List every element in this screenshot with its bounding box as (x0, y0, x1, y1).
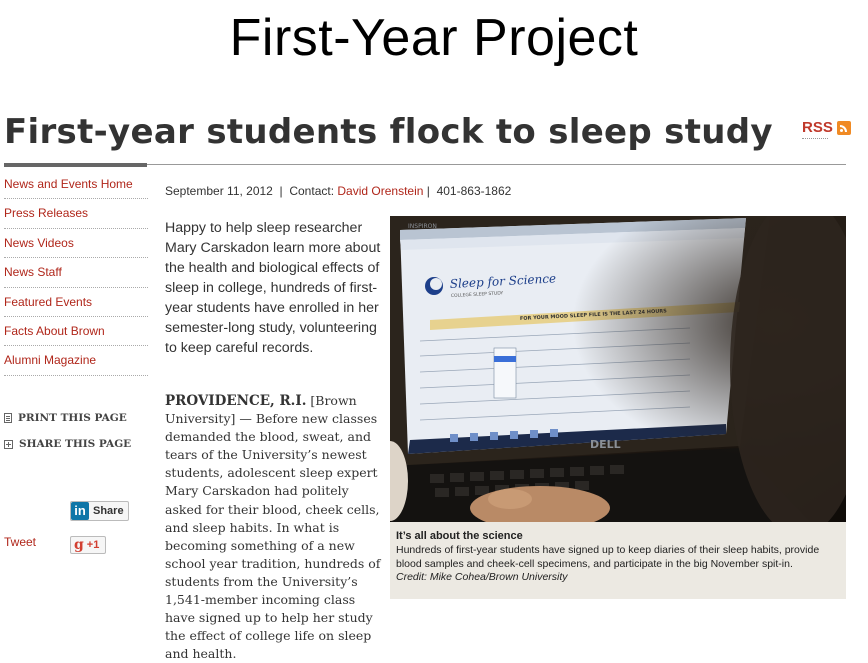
sidebar-item-facts-about-brown[interactable]: Facts About Brown (4, 317, 148, 346)
laptop-photo-illustration (390, 216, 846, 522)
sidebar-nav (4, 170, 148, 376)
article-body-text: [Brown University] — Before new classes demanded the blood, sweat, and tears of the University’s newest students, adolescent sleep expert Mary Carskadon had politely asked for their blood, cheek cells, and sleep habits. In what is becoming something of a new school year tradition, hundreds of students from the University’s 1,541-member incoming class have signed up to help her study the effect of college life on sleep and health. (165, 393, 381, 662)
share-page-label: SHARE THIS PAGE (19, 438, 132, 450)
sidebar-item-featured-events[interactable]: Featured Events (4, 288, 148, 317)
plus-box-icon (4, 440, 13, 449)
print-page-button[interactable] (4, 412, 127, 424)
sidebar-top-bar (4, 163, 147, 167)
caption-credit: Credit: Mike Cohea/Brown University (396, 571, 568, 583)
contact-phone: 401-863-1862 (436, 184, 512, 198)
linkedin-icon: in (71, 502, 89, 520)
print-icon (4, 413, 12, 423)
article-headline: First-year students flock to sleep study (4, 112, 773, 152)
google-plus-button[interactable] (70, 536, 106, 554)
article-dateline-location: PROVIDENCE, R.I. (165, 393, 307, 409)
slide-title: First-Year Project (229, 9, 639, 67)
article-dateline (165, 184, 511, 198)
share-page-button[interactable] (4, 438, 131, 450)
linkedin-share-button[interactable] (70, 501, 129, 521)
caption-title: It’s all about the science (396, 530, 523, 542)
sidebar-item-news-staff[interactable]: News Staff (4, 258, 148, 287)
photo-caption (390, 522, 846, 599)
rss-label: RSS (802, 119, 833, 136)
sidebar-item-press-releases[interactable]: Press Releases (4, 199, 148, 228)
article-date: September 11, 2012 (165, 184, 273, 198)
article-photo (390, 216, 846, 522)
rss-link[interactable] (802, 119, 851, 136)
google-plus-label: +1 (86, 539, 100, 551)
sidebar-item-news-and-events-home[interactable]: News and Events Home (4, 170, 148, 199)
sidebar-item-news-videos[interactable]: News Videos (4, 229, 148, 258)
dateline-separator: | (276, 184, 286, 198)
caption-text: Hundreds of first-year students have signed up to keep diaries of their sleep habits, provide blood samples and cheek-cell specimens, and participate in the big November spit-in. (396, 544, 820, 570)
tweet-button[interactable]: Tweet (4, 535, 37, 549)
dateline-separator: | (423, 184, 434, 198)
contact-link[interactable]: David Orenstein (337, 184, 424, 198)
rss-underline (802, 138, 828, 139)
article-body (165, 392, 383, 663)
google-plus-icon: g (74, 537, 84, 553)
print-page-label: PRINT THIS PAGE (18, 412, 127, 424)
rss-feed-icon (837, 121, 851, 135)
sidebar-item-alumni-magazine[interactable]: Alumni Magazine (4, 346, 148, 375)
caption-body (396, 544, 842, 585)
linkedin-share-label: Share (93, 505, 124, 517)
contact-prefix: Contact: (289, 184, 335, 198)
article-lede: Happy to help sleep researcher Mary Carskadon learn more about the health and biological effects of sleep in college, hundreds of first-year students have enrolled in her semester-long study, volunteering to keep careful records. (165, 220, 381, 356)
